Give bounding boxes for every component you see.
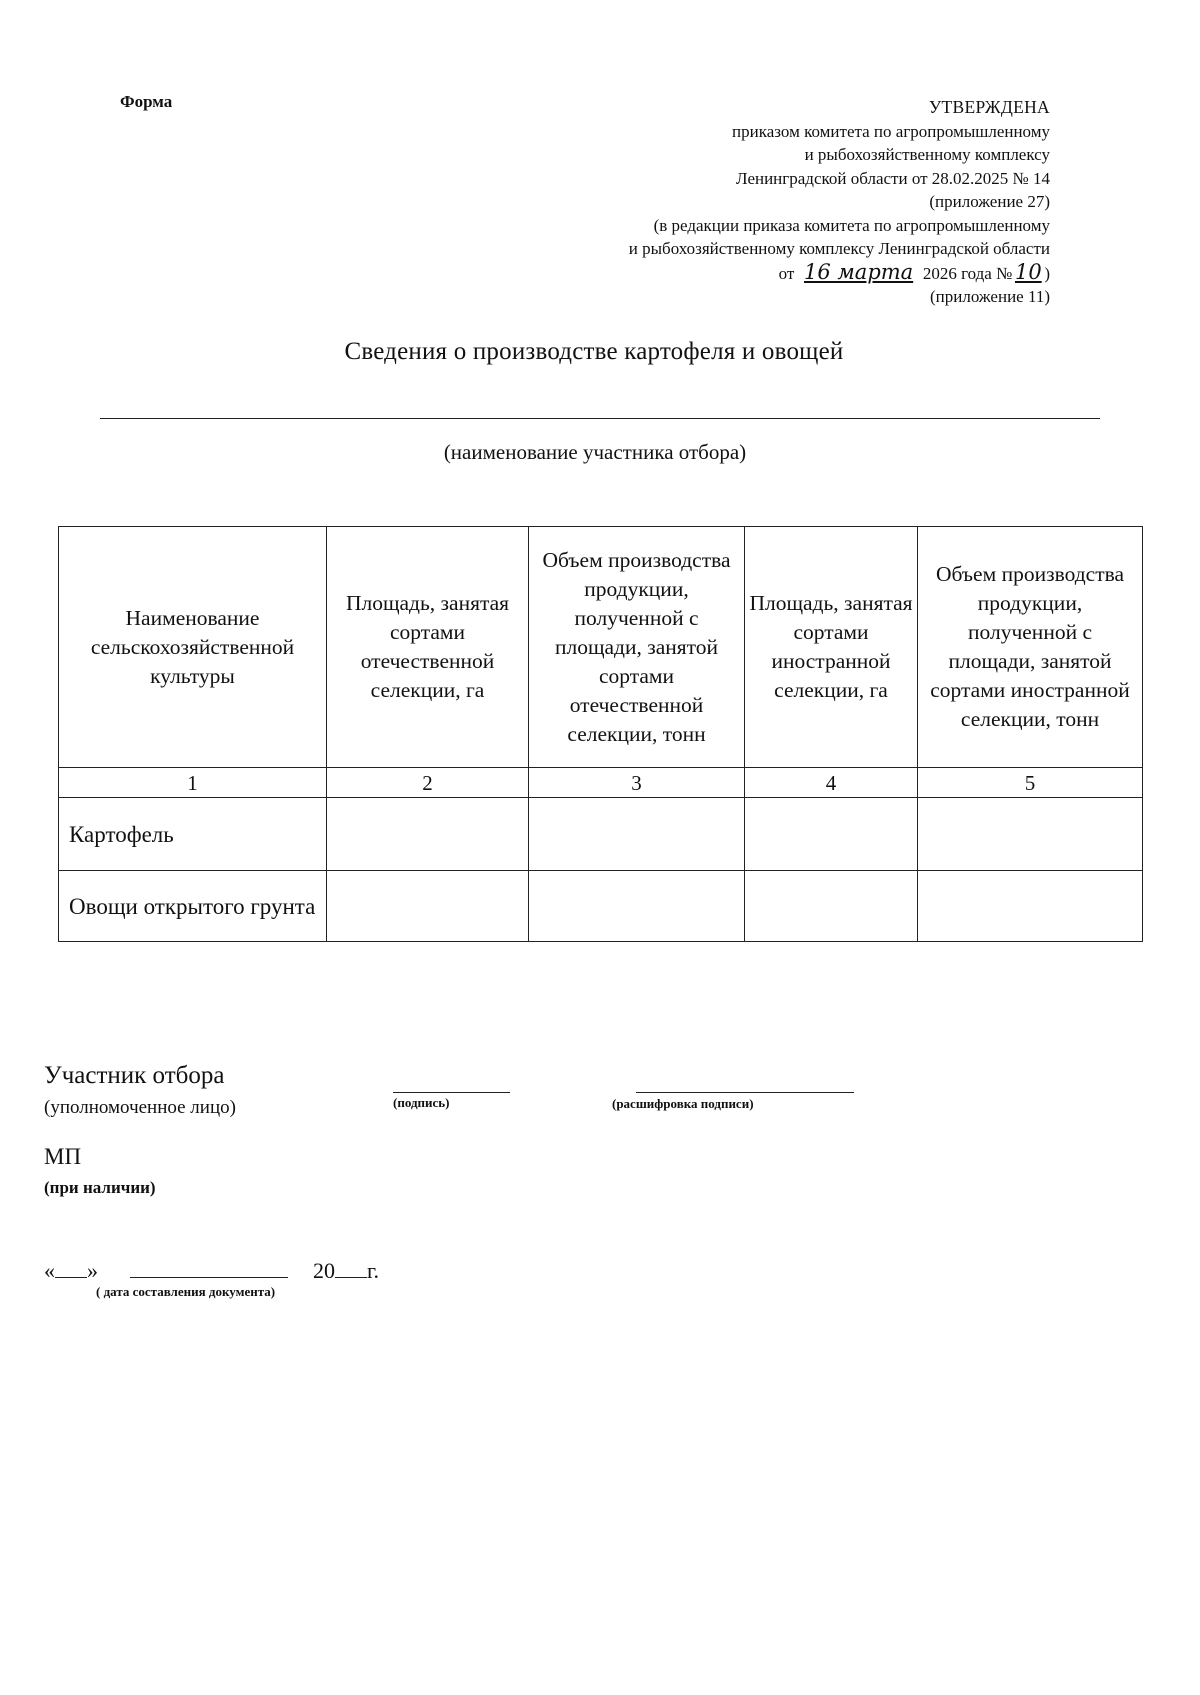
value-cell[interactable] [529,798,745,871]
amendment-year: 2026 года № [922,263,1013,283]
signature-decode-field-line[interactable] [636,1092,854,1093]
approval-line: приказом комитета по агропромышленному [732,121,1050,141]
amendment-prefix: от [778,263,795,283]
approval-line: (приложение 27) [929,192,1050,211]
value-cell[interactable] [918,871,1143,942]
signature-caption: (подпись) [393,1095,450,1110]
column-number: 2 [327,768,529,798]
column-number: 1 [59,768,327,798]
month-field[interactable] [130,1277,288,1278]
value-cell[interactable] [529,871,745,942]
crop-name-cell: Овощи открытого грунта [59,871,327,942]
signatory-subtitle: (уполномоченное лицо) [44,1097,236,1118]
production-table [58,526,1143,942]
header-foreign-volume: Объем производства продукции, полученной с площади, занятой сортами иностранной селекции, тонн [918,527,1143,768]
column-number: 3 [529,768,745,798]
column-number-row [59,768,1143,798]
header-domestic-volume: Объем производства продукции, полученной с площади, занятой сортами отечественной селекции, тонн [529,527,745,768]
value-cell[interactable] [918,798,1143,871]
crop-name-cell: Картофель [59,798,327,871]
participant-name-caption: (наименование участника отбора) [443,440,747,464]
year-suffix: г. [367,1258,380,1283]
date-close-quote: » [87,1258,98,1283]
handwritten-date: 16 марта [803,259,914,284]
column-number: 4 [745,768,918,798]
amendment-suffix: ) [1044,263,1050,283]
approval-block [430,96,1050,309]
signatory-title: Участник отбора [44,1062,225,1089]
date-caption: ( дата составления документа) [96,1284,276,1299]
value-cell[interactable] [327,871,529,942]
handwritten-number: 10 [1014,259,1042,284]
date-open-quote: « [44,1258,55,1283]
signature-decode-caption: (расшифровка подписи) [612,1096,754,1111]
approval-heading: УТВЕРЖДЕНА [928,97,1050,117]
year-field[interactable] [335,1277,367,1278]
column-number: 5 [918,768,1143,798]
header-crop-name: Наименование сельскохозяйственной культуры [59,527,327,768]
table-row-vegetables [59,871,1143,942]
approval-line: Ленинградской области от 28.02.2025 № 14 [736,168,1050,188]
header-domestic-area: Площадь, занятая сортами отечественной селекции, га [327,527,529,768]
approval-line: и рыбохозяйственному комплексу [804,145,1050,164]
table-row-potato [59,798,1143,871]
day-field[interactable] [55,1277,87,1278]
amendment-date-line [430,261,1050,286]
approval-line: (приложение 11) [929,287,1050,306]
participant-name-field-line[interactable] [100,418,1100,419]
value-cell[interactable] [745,798,918,871]
approval-line: (в редакции приказа комитета по агропромышленному [653,215,1050,235]
stamp-label: МП [44,1144,82,1169]
page-title-text: Сведения о производстве картофеля и овощей [344,338,844,365]
table-header-row [59,527,1143,768]
approval-line: и рыбохозяйственному комплексу Ленинградской области [628,239,1050,258]
value-cell[interactable] [745,871,918,942]
value-cell[interactable] [327,798,529,871]
header-foreign-area: Площадь, занятая сортами иностранной селекции, га [745,527,918,768]
page-title [0,338,1200,366]
signature-field-line[interactable] [393,1092,510,1093]
form-label: Форма [120,92,173,111]
document-date-row [44,1258,379,1284]
stamp-note: (при наличии) [44,1178,156,1197]
year-prefix: 20 [313,1258,335,1283]
